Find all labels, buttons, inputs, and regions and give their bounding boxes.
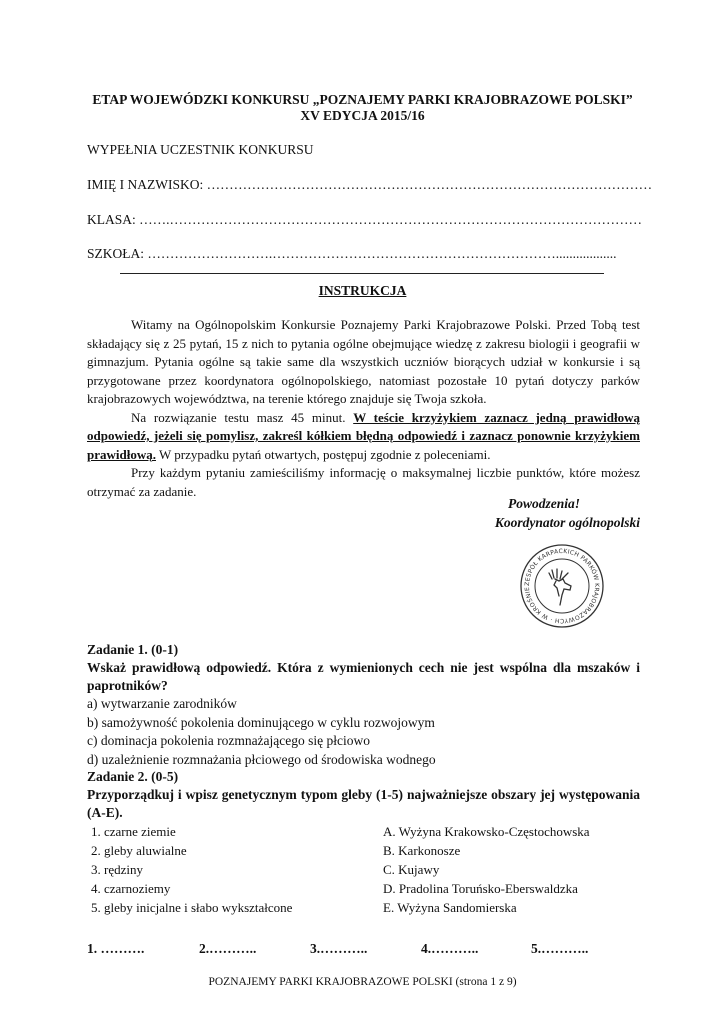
closing-block <box>400 494 640 532</box>
name-field: IMIĘ I NAZWISKO: ……………………………………………………………………………………… <box>87 177 653 192</box>
answer-blank-4[interactable]: 4.……….. <box>421 941 479 956</box>
instructions-paragraph-1: Witamy na Ogólnopolskim Konkursie Poznajemy Parki Krajobrazowe Polski. Przed Tobą test składający się z 25 pytań, 15 z nich to pytania ogólne obejmujące wiedzę z zakresu biologii i geografii w gimnazjum. Pytania ogólne są takie same dla wszystkich uczniów biorących udział w konkursie i są przygotowane przez koordynatora ogólnopolskiego, natomiast pozostałe 10 pytań dotyczy parków krajobrazowych województwa, na terenie którego znajduje się Twoja szkoła. <box>87 317 640 406</box>
region-item: D. Pradolina Toruńsko-Eberswaldzka <box>383 881 578 896</box>
page-footer: POZNAJEMY PARKI KRAJOBRAZOWE POLSKI (strona 1 z 9) <box>208 976 517 988</box>
match-row <box>87 879 640 898</box>
soil-type-item: 2. gleby aluwialne <box>91 843 187 858</box>
stamp-text: ZESPÓŁ KARPACKICH PARKÓW KRAJOBRAZOWYCH · W KROŚNIE <box>523 547 601 625</box>
svg-text:ZESPÓŁ KARPACKICH PARKÓW KRAJO <box>519 543 600 624</box>
good-luck-text: Powodzenia! <box>507 496 580 511</box>
page-title: ETAP WOJEWÓDZKI KONKURSU „POZNAJEMY PARKI KRAJOBRAZOWE POLSKI” <box>92 92 633 107</box>
open-questions-text: W przypadku pytań otwartych, postępuj zgodnie z poleceniami. <box>159 446 491 462</box>
instructions-paragraph-3: Przy każdym pytaniu zamieściliśmy informację o maksymalnej liczbie punktów, które możesz otrzymać za zadanie. <box>87 465 640 499</box>
soil-type-item: 3. rędziny <box>91 862 143 877</box>
match-row <box>87 898 640 917</box>
soil-type-item: 4. czarnoziemy <box>91 881 171 896</box>
answer-blank-2[interactable]: 2.……….. <box>199 941 257 956</box>
participant-label: WYPEŁNIA UCZESTNIK KONKURSU <box>87 142 314 157</box>
match-row <box>87 841 640 860</box>
match-row <box>87 822 640 841</box>
answer-blank-5[interactable]: 5.……….. <box>531 941 589 956</box>
answer-blank-1[interactable]: 1. ………. <box>87 941 145 956</box>
region-item: B. Karkonosze <box>383 843 461 858</box>
stamp-seal <box>519 543 605 629</box>
instructions-heading: INSTRUKCJA <box>318 283 407 298</box>
task-1-heading: Zadanie 1. (0-1) <box>87 642 179 657</box>
marking-rules-text: W teście krzyżykiem zaznacz jedną prawidłową odpowiedź, jeżeli się pomylisz, zakreśl kółkiem błędną odpowiedź i zaznacz ponownie krzyżykiem prawidłową. <box>87 409 640 462</box>
instructions-paragraph-2 <box>87 409 640 465</box>
time-limit-text: Na rozwiązanie testu masz 45 minut. <box>131 409 346 425</box>
region-item: A. Wyżyna Krakowsko-Częstochowska <box>383 824 590 839</box>
answer-option-d[interactable]: d) uzależnienie rozmnażania płciowego od środowiska wodnego <box>87 751 436 767</box>
task-1-question: Wskaż prawidłową odpowiedź. Która z wymienionych cech nie jest wspólna dla mszaków i paprotników? <box>87 660 640 693</box>
region-item: C. Kujawy <box>383 862 440 877</box>
coordinator-signature: Koordynator ogólnopolski <box>494 515 640 530</box>
answer-option-b[interactable]: b) samożywność pokolenia dominującego w cyklu rozwojowym <box>87 714 435 730</box>
instructions-body <box>87 316 640 501</box>
task-2-heading: Zadanie 2. (0-5) <box>87 769 179 784</box>
school-field: SZKOŁA: ……………………….……………………………………………………….................. <box>87 246 617 261</box>
task-1 <box>87 641 640 769</box>
match-row <box>87 860 640 879</box>
deer-icon <box>549 569 571 605</box>
answer-blank-3[interactable]: 3.……….. <box>310 941 368 956</box>
class-field: KLASA: …….…………………………………………………………………………………………… <box>87 212 643 227</box>
task-2 <box>87 768 640 917</box>
task-2-question: Przyporządkuj i wpisz genetycznym typom gleby (1-5) najważniejsze obszary jej występowania (A-E). <box>87 787 640 820</box>
divider <box>120 273 604 274</box>
soil-type-item: 1. czarne ziemie <box>91 824 176 839</box>
edition-subtitle: XV EDYCJA 2015/16 <box>300 108 425 123</box>
answer-option-c[interactable]: c) dominacja pokolenia rozmnażającego się płciowo <box>87 733 371 748</box>
answer-option-a[interactable]: a) wytwarzanie zarodników <box>87 696 237 711</box>
region-item: E. Wyżyna Sandomierska <box>383 900 517 915</box>
soil-type-item: 5. gleby inicjalne i słabo wykształcone <box>91 900 293 915</box>
